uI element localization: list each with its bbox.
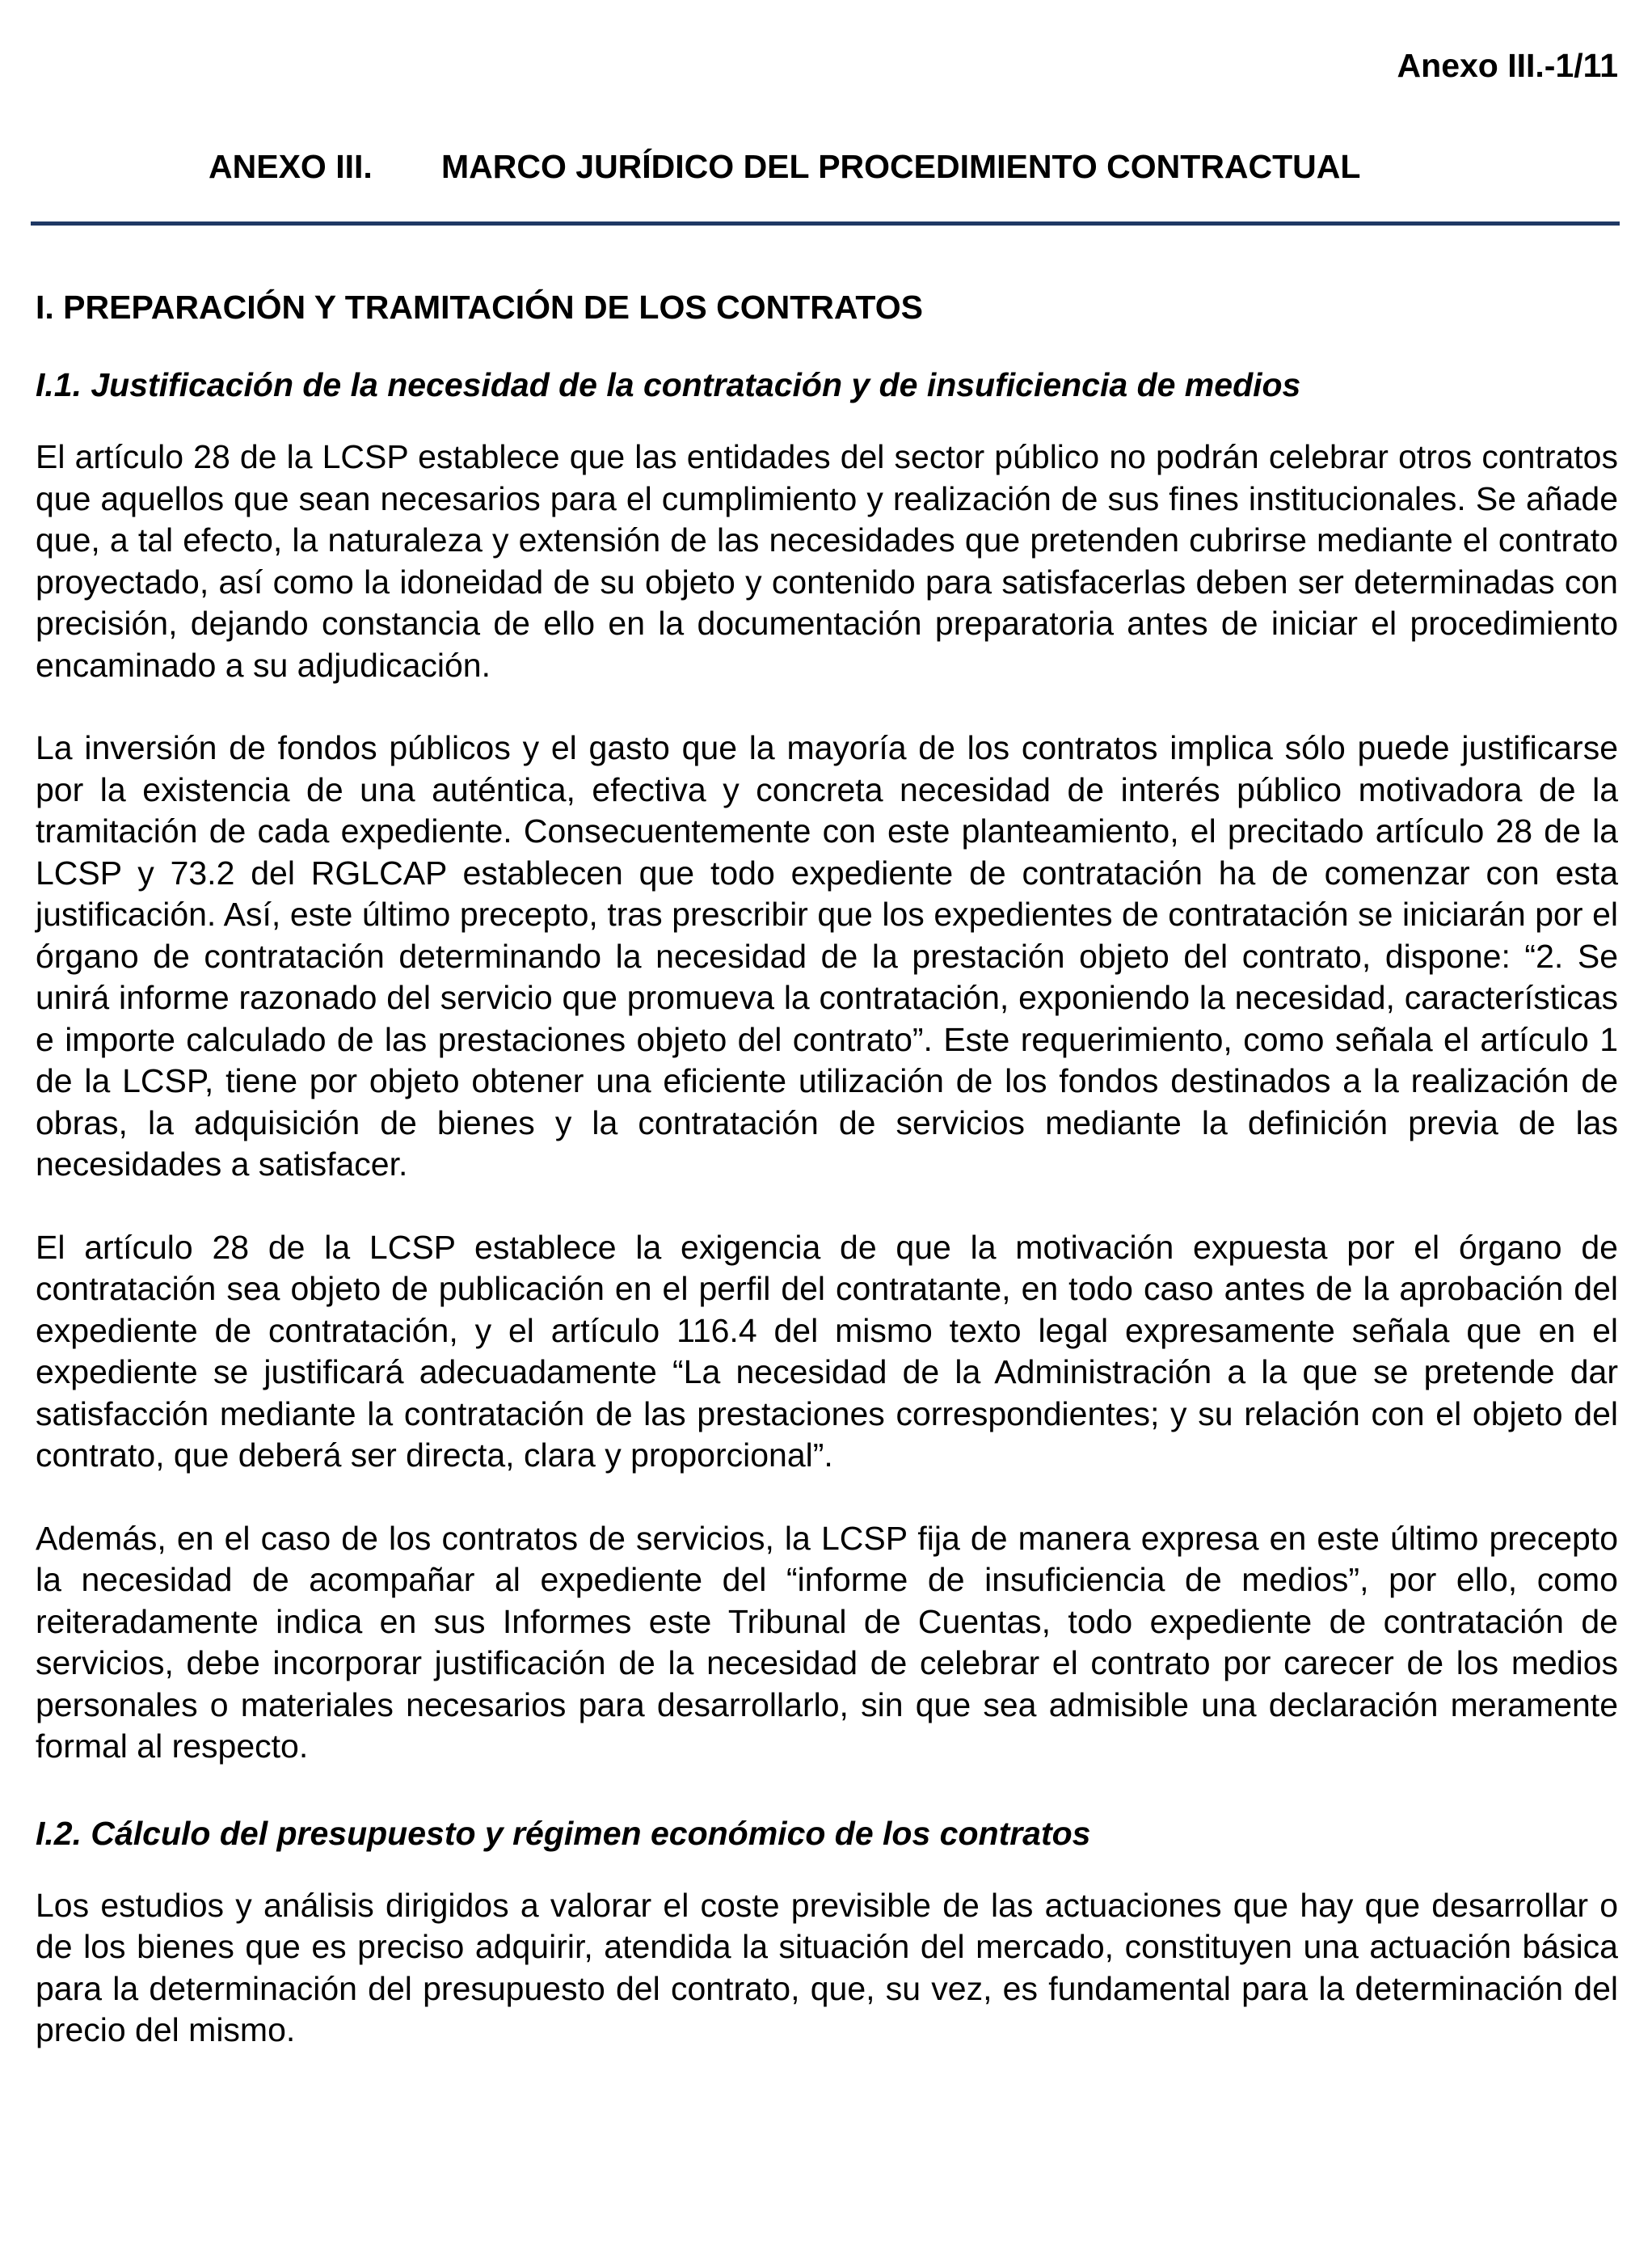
- subsection-heading-1: I.1. Justificación de la necesidad de la contratación y de insuficiencia de medios: [36, 366, 1301, 403]
- page-number: Anexo III.-1/11: [1397, 47, 1618, 84]
- paragraph-4: Además, en el caso de los contratos de servicios, la LCSP fija de manera expresa en este último precepto la necesidad de acompañar al expediente del “informe de insuficiencia de medios”, por ello, como reiteradamente indica en sus Informes este Tribunal de Cuentas, todo expediente de contratación de servicios, debe incorporar justificación de la necesidad de celebrar el contrato por carecer de los medios personales o materiales necesarios para desarrollarlo, sin que sea admisible una declaración meramente formal al respecto.: [36, 1519, 1618, 1765]
- paragraph-1: El artículo 28 de la LCSP establece que las entidades del sector público no podrán celebrar otros contratos que aquellos que sean necesarios para el cumplimiento y realización de sus fines institucionales. Se añade que, a tal efecto, la naturaleza y extensión de las necesidades que pretenden cubrirse mediante el contrato proyectado, así como la idoneidad de su objeto y contenido para satisfacerlas deben ser determinadas con precisión, dejando constancia de ello en la documentación preparatoria antes de iniciar el procedimiento encaminado a su adjudicación.: [36, 438, 1618, 684]
- annex-title: [209, 148, 1360, 186]
- paragraph-5: Los estudios y análisis dirigidos a valorar el coste previsible de las actuaciones que hay que desarrollar o de los bienes que es preciso adquirir, atendida la situación del mercado, constituyen una actuación básica para la determinación del presupuesto del contrato, que, su vez, es fundamental para la determinación del precio del mismo.: [36, 1886, 1618, 2048]
- annex-label: ANEXO III.: [209, 148, 373, 185]
- section-heading: I. PREPARACIÓN Y TRAMITACIÓN DE LOS CONTRATOS: [36, 289, 923, 326]
- subsection-heading-2: I.2. Cálculo del presupuesto y régimen económico de los contratos: [36, 1814, 1091, 1852]
- annex-title-text: MARCO JURÍDICO DEL PROCEDIMIENTO CONTRACTUAL: [441, 148, 1361, 185]
- paragraph-3: El artículo 28 de la LCSP establece la exigencia de que la motivación expuesta por el órgano de contratación sea objeto de publicación en el perfil del contratante, en todo caso antes de la aprobación del expediente de contratación, y el artículo 116.4 del mismo texto legal expresamente señala que en el expediente se justificará adecuadamente “La necesidad de la Administración a la que se pretende dar satisfacción mediante la contratación de las prestaciones correspondientes; y su relación con el objeto del contrato, que deberá ser directa, clara y proporcional”.: [36, 1228, 1618, 1474]
- paragraph-2: La inversión de fondos públicos y el gasto que la mayoría de los contratos implica sólo puede justificarse por la existencia de una auténtica, efectiva y concreta necesidad de interés público motivadora de la tramitación de cada expediente. Consecuentemente con este planteamiento, el precitado artículo 28 de la LCSP y 73.2 del RGLCAP establecen que todo expediente de contratación ha de comenzar con esta justificación. Así, este último precepto, tras prescribir que los expedientes de contratación se iniciarán por el órgano de contratación determinando la necesidad de la prestación objeto del contrato, dispone: “2. Se unirá informe razonado del servicio que promueva la contratación, exponiendo la necesidad, características e importe calculado de las prestaciones objeto del contrato”. Este requerimiento, como señala el artículo 1 de la LCSP, tiene por objeto obtener una eficiente utilización de los fondos destinados a la realización de obras, la adquisición de bienes y la contratación de servicios mediante la definición previa de las necesidades a satisfacer.: [36, 729, 1618, 1183]
- header-divider: [31, 221, 1620, 226]
- document-body: [36, 283, 1618, 2093]
